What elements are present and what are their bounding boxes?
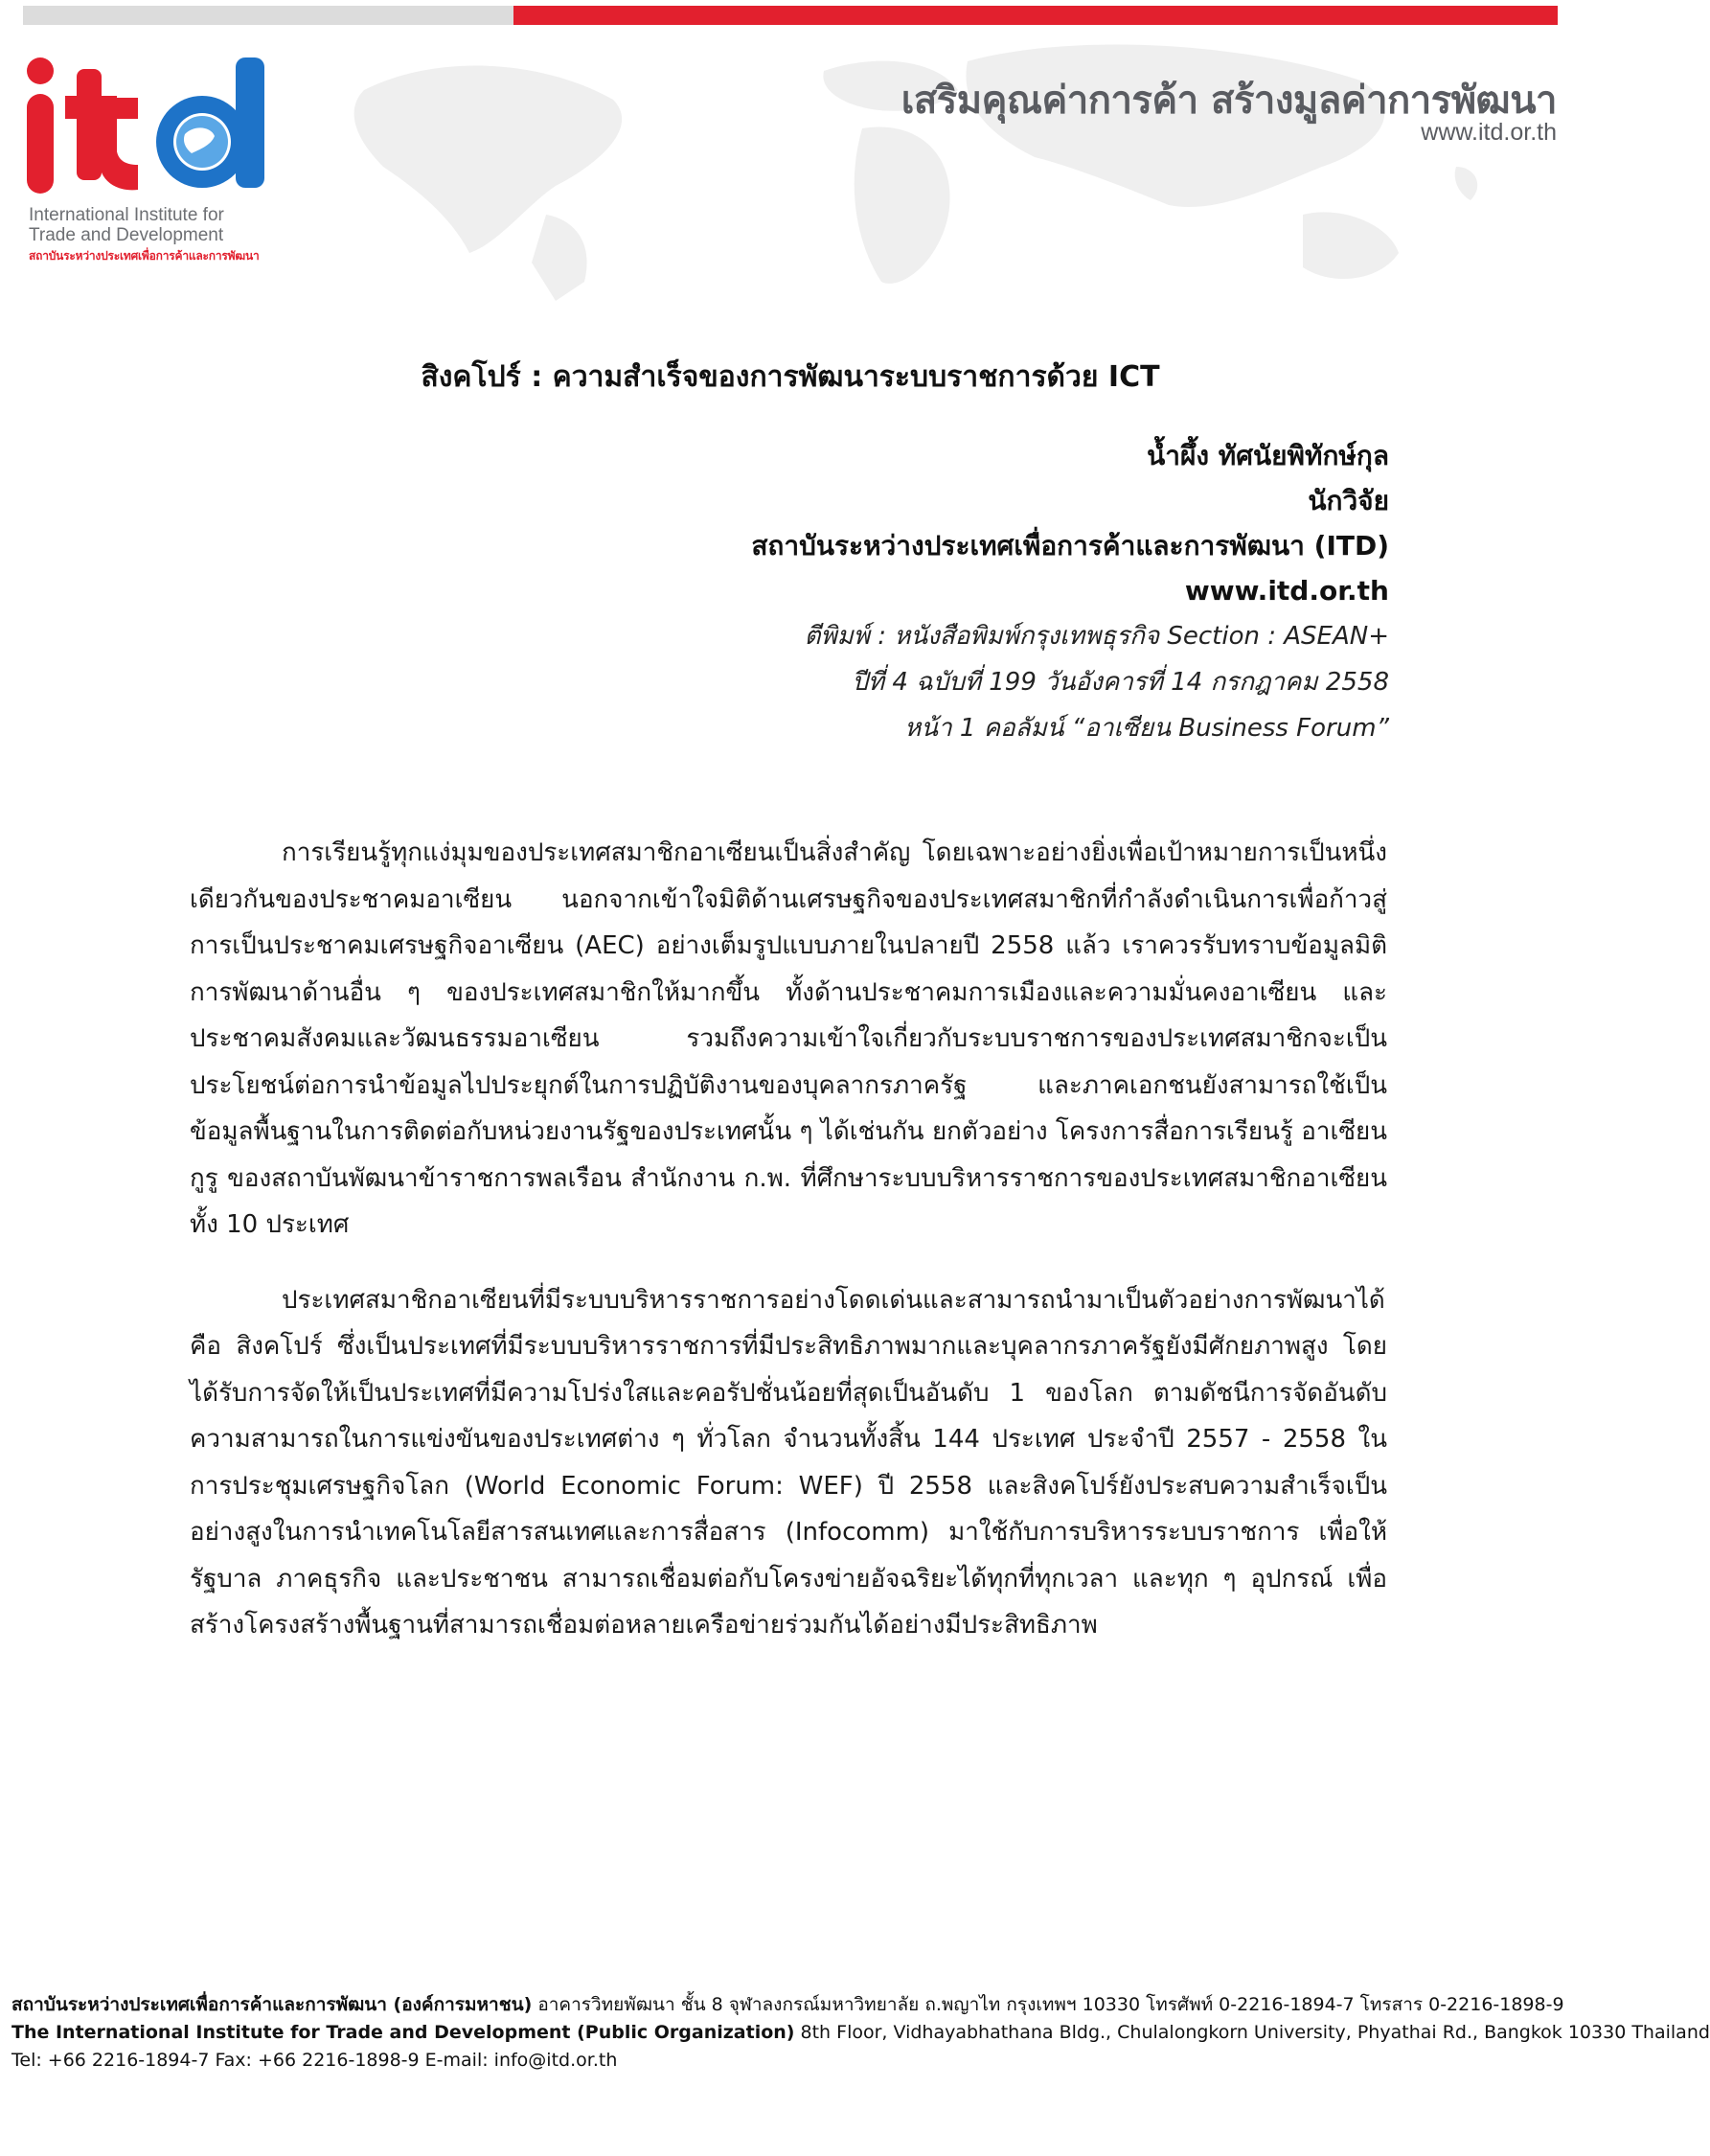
page-footer [11, 1991, 1710, 2075]
header-bar-grey [23, 6, 513, 25]
logo-english-line1: International Institute for [29, 205, 224, 225]
publication-line-1: ตีพิมพ์ : หนังสือพิมพ์กรุงเทพธุรกิจ Section : ASEAN+ [804, 622, 1389, 651]
itd-wordmark-icon [27, 57, 285, 201]
paragraph-1: การเรียนรู้ทุกแง่มุมของประเทศสมาชิกอาเซียนเป็นสิ่งสำคัญ โดยเฉพาะอย่างยิ่งเพื่อเป้าหมายการเป็นหนึ่งเดียวกันของประชาคมอาเซียน นอกจากเข้าใจมิติด้านเศรษฐกิจของประเทศสมาชิกที่กำลังดำเนินการเพื่อก้าวสู่การเป็นประชาคมเศรษฐกิจอาเซียน (AEC) อย่างเต็มรูปแบบภายในปลายปี 2558 แล้ว เราควรรับทราบข้อมูลมิติการพัฒนาด้านอื่น ๆ ของประเทศสมาชิกให้มากขึ้น ทั้งด้านประชาคมการเมืองและความมั่นคงอาเซียน และประชาคมสังคมและวัฒนธรรมอาเซียน รวมถึงความเข้าใจเกี่ยวกับระบบราชการของประเทศสมาชิกจะเป็นประโยชน์ต่อการนำข้อมูลไปประยุกต์ในการปฏิบัติงานของบุคลากรภาครัฐ และภาคเอกชนยังสามารถใช้เป็นข้อมูลพื้นฐานในการติดต่อกับหน่วยงานรัฐของประเทศนั้น ๆ ได้เช่นกัน ยกตัวอย่าง โครงการสื่อการเรียนรู้ อาเซียน กูรู ของสถาบันพัฒนาข้าราชการพลเรือน สำนักงาน ก.พ. ที่ศึกษาระบบบริหารราชการของประเทศสมาชิกอาเซียนทั้ง 10 ประเทศ [190, 838, 1387, 1239]
author-website-link[interactable]: www.itd.or.th [1184, 575, 1389, 607]
publication-line-2: ปีที่ 4 ฉบับที่ 199 วันอังคารที่ 14 กรกฎาคม 2558 [852, 668, 1389, 697]
footer-org-thai: สถาบันระหว่างประเทศเพื่อการค้าและการพัฒนา (องค์การมหาชน) [11, 1994, 533, 2015]
logo-thai-name: สถาบันระหว่างประเทศเพื่อการค้าและการพัฒนา [29, 249, 260, 263]
logo-english-line2: Trade and Development [29, 225, 224, 245]
author-name: น้ำผึ้ง ทัศนัยพิทักษ์กุล [1147, 440, 1389, 471]
footer-address-english-rest: 8th Floor, Vidhayabhathana Bldg., Chulalongkorn University, Phyathai Rd., Bangkok 10330 Thailand [794, 2022, 1710, 2043]
header-bar-red [513, 6, 1558, 25]
footer-address-thai [11, 1991, 1571, 2019]
author-organization: สถาบันระหว่างประเทศเพื่อการค้าและการพัฒนา (ITD) [751, 530, 1389, 562]
article-body [190, 830, 1387, 1678]
header-slogan: เสริมคุณค่าการค้า สร้างมูลค่าการพัฒนา [901, 79, 1557, 123]
world-map-background [326, 23, 1562, 301]
article-title: สิงคโปร์ : ความสำเร็จของการพัฒนาระบบราชการด้วย ICT [421, 360, 1160, 394]
itd-logo [27, 57, 285, 268]
header-website-link[interactable]: www.itd.or.th [1421, 119, 1557, 146]
article-byline [751, 433, 1389, 751]
publication-line-3: หน้า 1 คอลัมน์ “อาเซียน Business Forum” [904, 714, 1389, 743]
footer-contact: Tel: +66 2216-1894-7 Fax: +66 2216-1898-9 E-mail: info@itd.or.th [11, 2050, 618, 2071]
author-position: นักวิจัย [1308, 485, 1389, 516]
paragraph-2: ประเทศสมาชิกอาเซียนที่มีระบบบริหารราชการอย่างโดดเด่นและสามารถนำมาเป็นตัวอย่างการพัฒนาได้ คือ สิงคโปร์ ซึ่งเป็นประเทศที่มีระบบบริหารราชการที่มีประสิทธิภาพมากและบุคลากรภาครัฐยังมีศักยภาพสูง โดยได้รับการจัดให้เป็นประเทศที่มีความโปร่งใสและคอรัปชั่นน้อยที่สุดเป็นอันดับ 1 ของโลก ตามดัชนีการจัดอันดับความสามารถในการแข่งขันของประเทศต่าง ๆ ทั่วโลก จำนวนทั้งสิ้น 144 ประเทศ ประจำปี 2557 - 2558 ในการประชุมเศรษฐกิจโลก (World Economic Forum: WEF) ปี 2558 และสิงคโปร์ยังประสบความสำเร็จเป็นอย่างสูงในการนำเทคโนโลยีสารสนเทศและการสื่อสาร (Infocomm) มาใช้กับการบริหารระบบราชการ เพื่อให้รัฐบาล ภาคธุรกิจ และประชาชน สามารถเชื่อมต่อกับโครงข่ายอัจฉริยะได้ทุกที่ทุกเวลา และทุก ๆ อุปกรณ์ เพื่อสร้างโครงสร้างพื้นฐานที่สามารถเชื่อมต่อหลายเครือข่ายร่วมกันได้อย่างมีประสิทธิภาพ [190, 1285, 1387, 1640]
footer-address-english [11, 2019, 1710, 2047]
footer-org-english: The International Institute for Trade and Development (Public Organization) [11, 2022, 795, 2043]
footer-address-thai-rest: อาคารวิทยพัฒนา ชั้น 8 จุฬาลงกรณ์มหาวิทยาลัย ถ.พญาไท กรุงเทพฯ 10330 โทรศัพท์ 0-2216-1894-7 โทรสาร 0-2216-1898-9 [532, 1994, 1564, 2015]
